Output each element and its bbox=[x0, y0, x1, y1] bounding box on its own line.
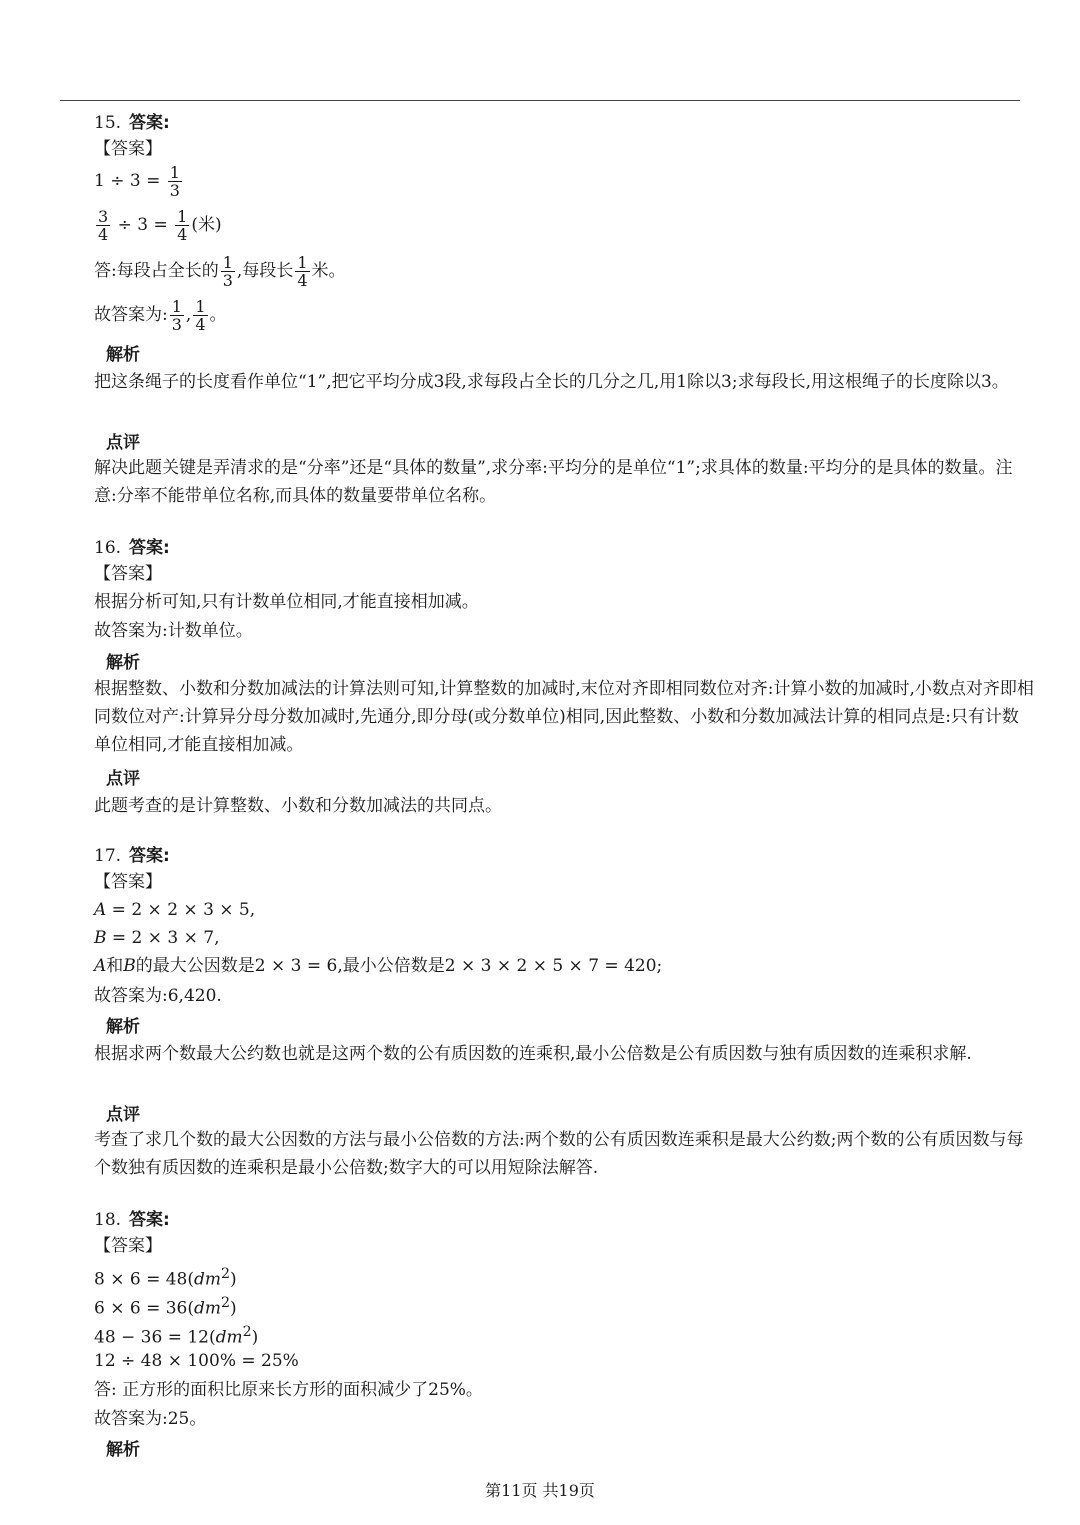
fraction: $\frac{1}{4}$ bbox=[195, 297, 206, 334]
q15-answer-sentence: 答:每段占全长的 $\frac{1}{3}$ ,每段长 $\frac{1}{4}$ 米。 bbox=[94, 253, 346, 290]
q17-heading bbox=[94, 841, 170, 866]
answer-label: 答案: bbox=[129, 846, 170, 866]
q15-analysis-text: 把这条绳子的长度看作单位“1”,把它平均分成3段,求每段占全长的几分之几,用1除以3;求每段长,用这根绳子的长度除以3。 bbox=[94, 372, 1009, 392]
q18-line2: $6 \times 6 = 36(dm^2)$ bbox=[94, 1295, 237, 1319]
q17-line2: B = 2 × 3 × 7, bbox=[94, 928, 220, 948]
q18-line5: 答: 正方形的面积比原来长方形的面积减少了25%。 bbox=[94, 1380, 483, 1400]
q16-comment-text: 此题考查的是计算整数、小数和分数加减法的共同点。 bbox=[94, 796, 502, 816]
answer-bracket: 【答案】 bbox=[94, 1236, 162, 1256]
q18-heading bbox=[94, 1205, 170, 1230]
q15-comment-text: 解决此题关键是弄清求的是“分率”还是“具体的数量”,求分率:平均分的是单位“1”;求具体的数量:平均分的是具体的数量。注意:分率不能带单位名称,而具体的数量要带单位名称。 bbox=[94, 458, 1013, 506]
q17-line3: A和B的最大公因数是2 × 3 = 6,最小公倍数是2 × 3 × 2 × 5 × 7 = 420; bbox=[94, 956, 663, 976]
analysis-heading: 解析 bbox=[106, 1440, 140, 1460]
q18-line6: 故答案为:25。 bbox=[94, 1409, 207, 1429]
fraction: $\frac{3}{4}$ bbox=[98, 207, 109, 244]
fraction: $\frac{1}{3}$ bbox=[169, 163, 180, 200]
q18-line1: $8 \times 6 = 48(dm^2)$ bbox=[94, 1266, 237, 1290]
q16-analysis-text: 根据整数、小数和分数加减法的计算法则可知,计算整数的加减时,末位对齐即相同数位对齐:计算小数的加减时,小数点对齐即相同数位对产:计算异分母分数加减时,先通分,即分母(或分数单位)相同,因此整数、小数和分数加减法计算的相同点是:只有计数单位相同,才能直接相加减。 bbox=[94, 679, 1034, 755]
q18-line4: 12 ÷ 48 × 100% = 25% bbox=[94, 1351, 299, 1371]
comment-heading: 点评 bbox=[106, 769, 140, 789]
q17-line1: A = 2 × 2 × 3 × 5, bbox=[94, 900, 256, 920]
q16-line2: 故答案为:计数单位。 bbox=[94, 621, 253, 641]
fraction: $\frac{1}{4}$ bbox=[297, 253, 308, 290]
answer-label: 答案: bbox=[129, 538, 170, 558]
page-footer: 第11页 共19页 bbox=[485, 1481, 595, 1500]
q15-eq1: 1 ÷ 3 = $\frac{1}{3}$ bbox=[94, 163, 180, 200]
analysis-heading: 解析 bbox=[106, 1017, 140, 1037]
fraction: $\frac{1}{4}$ bbox=[177, 207, 188, 244]
q16-heading bbox=[94, 533, 170, 558]
q15-eq2: $\frac{3}{4}$ ÷ 3 = $\frac{1}{4}$ (米) bbox=[98, 207, 222, 244]
q16-number: 16. bbox=[94, 538, 122, 558]
answer-label: 答案: bbox=[129, 1210, 170, 1230]
fraction: $\frac{1}{3}$ bbox=[222, 253, 233, 290]
comment-heading: 点评 bbox=[106, 433, 140, 453]
q17-line4: 故答案为:6,420. bbox=[94, 986, 222, 1006]
q18-number: 18. bbox=[94, 1210, 122, 1230]
q15-number: 15. bbox=[94, 113, 122, 133]
fraction: $\frac{1}{3}$ bbox=[171, 297, 182, 334]
analysis-heading: 解析 bbox=[106, 345, 140, 365]
q18-line3: $48 - 36 = 12(dm^2)$ bbox=[94, 1324, 259, 1348]
header-rule bbox=[60, 100, 1020, 101]
answer-label: 答案: bbox=[129, 113, 170, 133]
q16-line1: 根据分析可知,只有计数单位相同,才能直接相加减。 bbox=[94, 592, 479, 612]
answer-bracket: 【答案】 bbox=[94, 872, 162, 892]
answer-bracket: 【答案】 bbox=[94, 139, 162, 159]
analysis-heading: 解析 bbox=[106, 653, 140, 673]
q15-heading bbox=[94, 108, 170, 133]
q17-number: 17. bbox=[94, 846, 122, 866]
q17-comment-text: 考查了求几个数的最大公因数的方法与最小公倍数的方法:两个数的公有质因数连乘积是最大公约数;两个数的公有质因数与每个数独有质因数的连乘积是最小公倍数;数字大的可以用短除法解答. bbox=[94, 1130, 1024, 1178]
q17-analysis-text: 根据求两个数最大公约数也就是这两个数的公有质因数的连乘积,最小公倍数是公有质因数与独有质因数的连乘积求解. bbox=[94, 1044, 972, 1064]
answer-bracket: 【答案】 bbox=[94, 564, 162, 584]
comment-heading: 点评 bbox=[106, 1105, 140, 1125]
q15-final-answer: 故答案为: $\frac{1}{3}$ , $\frac{1}{4}$ 。 bbox=[94, 297, 227, 334]
